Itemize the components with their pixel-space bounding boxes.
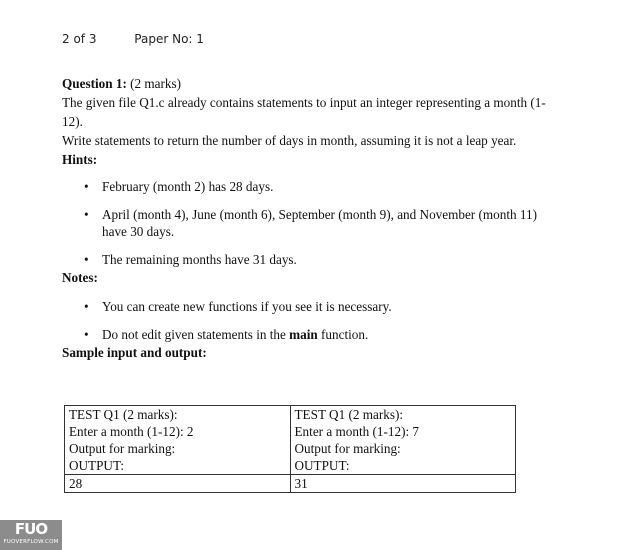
sample-heading: Sample input and output: xyxy=(62,345,207,360)
bullet-icon: • xyxy=(84,252,89,267)
question-marks: (2 marks) xyxy=(126,76,182,91)
bullet-icon: • xyxy=(84,299,89,314)
table-row xyxy=(65,406,516,493)
main-keyword: main xyxy=(289,327,318,342)
bullet-icon: • xyxy=(84,327,89,342)
hint-item: • April (month 4), June (month 6), September (month 9), and November (month 11) have 30 days. xyxy=(84,207,537,239)
question-text-line-2: Write statements to return the number of days in month, assuming it is not a leap year. xyxy=(62,133,517,148)
page-number: 2 of 3 xyxy=(62,32,97,46)
watermark-logo xyxy=(0,520,62,550)
sample-result: 28 xyxy=(65,474,290,492)
sample-cell-right: TEST Q1 (2 marks): Enter a month (1-12): 7 Output for marking: OUTPUT: 31 xyxy=(290,406,516,493)
note-item: • You can create new functions if you see it is necessary. xyxy=(84,299,392,314)
sample-result: 31 xyxy=(291,474,516,492)
notes-list xyxy=(62,298,562,343)
bullet-icon: • xyxy=(84,179,89,194)
hint-item: • The remaining months have 31 days. xyxy=(84,252,297,267)
watermark-site: FUOVERFLOW.COM xyxy=(3,539,59,545)
note-item: • Do not edit given statements in the main function. xyxy=(84,327,369,342)
document-body xyxy=(62,74,562,362)
watermark-mark: FUO xyxy=(14,520,48,538)
page-header xyxy=(62,32,204,46)
sample-cell-left: TEST Q1 (2 marks): Enter a month (1-12): 2 Output for marking: OUTPUT: 28 xyxy=(65,406,291,493)
bullet-icon: • xyxy=(84,207,89,222)
hints-heading: Hints: xyxy=(62,152,98,167)
hints-list xyxy=(62,178,562,268)
question-text-line-1: The given file Q1.c already contains statements to input an integer representing a month (1-12). xyxy=(62,95,546,129)
hint-item: • February (month 2) has 28 days. xyxy=(84,179,274,194)
notes-heading: Notes: xyxy=(62,270,98,285)
question-title xyxy=(62,74,562,93)
question-label: Question 1: xyxy=(62,76,127,91)
paper-number: Paper No: 1 xyxy=(134,32,204,46)
sample-io-table xyxy=(64,405,516,493)
